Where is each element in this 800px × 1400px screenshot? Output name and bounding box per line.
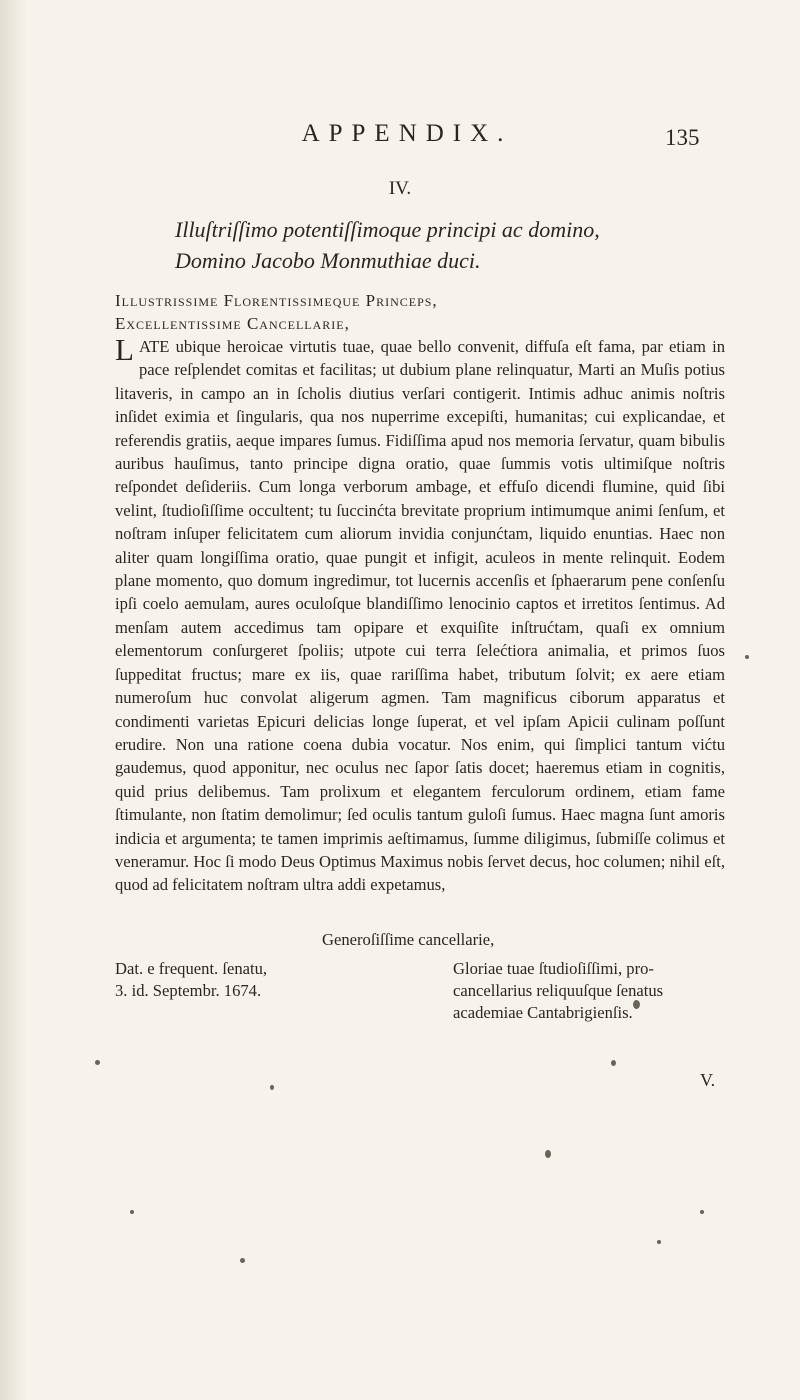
date-line-1: Dat. e frequent. ſenatu, <box>115 959 268 978</box>
paper-speck <box>130 1210 134 1214</box>
valediction: Generoſiſſime cancellarie, <box>322 930 495 949</box>
signature-block <box>453 958 663 1024</box>
date-block <box>115 958 267 1002</box>
dedication-line-1: Illuſtriſſimo potentiſſimoque principi ac domino, <box>175 217 600 242</box>
drop-capital: L <box>115 332 134 367</box>
date-line-2: 3. id. Septembr. 1674. <box>115 981 262 1000</box>
paper-speck <box>611 1060 616 1066</box>
letter-body <box>115 332 725 897</box>
paper-speck <box>545 1150 551 1158</box>
signature-line-3: academiae Cantabrigienſis. <box>453 1003 633 1022</box>
paper-speck <box>633 1000 640 1009</box>
salutation <box>115 289 715 335</box>
dedication-heading <box>175 214 730 276</box>
paper-speck <box>745 655 749 659</box>
signature-line-2: cancellarius reliquuſque ſenatus <box>453 981 664 1000</box>
paper-speck <box>270 1085 274 1090</box>
dedication-line-2: Domino Jacobo Monmuthiae duci. <box>175 248 481 273</box>
catchword: V. <box>700 1070 716 1090</box>
signature-line-1: Gloriae tuae ſtudioſiſſimi, pro- <box>453 959 654 978</box>
paper-speck <box>700 1210 704 1214</box>
section-number: IV. <box>388 178 412 199</box>
letter-text: ATE ubique heroicae virtutis tuae, quae bello convenit, diffuſa eſt fama, par etiam in pace reſplendet comitas et facilitas; ut dubium plane relinquatur, Marti an Muſis potius litaveris, in campo an in ſcholis diutius verſari contigerit. Intimis adhuc animis noſtris inſidet eximia et ſingularis, qua nos nuperrime excepiſti, humanitas; cui explicandae, et referendis gratiis, aeque impares ſumus. Fidiſſima apud nos memoria ſervatur, quam bibulis auribus hauſimus, tanto principe digna oratio, quae ſummis votis ultimiſque noſtris reſpondet deſideriis. Cum longa verborum ambage, et effuſo dicendi flumine, quid ſibi velint, ſtudioſiſſime occultent; tu ſuccinćta brevitate proprium intimumque animi ſenſum, et noſtram inſuper felicitatem cum aliorum invidia conjunćtam, liquido enuntias. Haec non aliter quam longiſſima oratio, quae pungit et infigit, aculeos in mente relinquit. Eodem plane momento, quo domum ingredimur, tot lucernis accenſis et ſphaerarum pene conſenſu ipſi coelo aemulam, aures oculoſque blandiſſimo lenocinio captos et irretitos ſentimus. Ad menſam autem accedimus tam opipare et exquiſite inſtrućtam, quaſi ex omnium elementorum conſurgeret ſpoliis; utpote cui terra ſelećtiora animalia, et primos ſuos ſuppeditat fructus; mare ex iis, quae rariſſima habet, tributum ſolvit; ex aere etiam numeroſum huc convolat aligerum agmen. Tam magnificus ciborum apparatus et condimenti varietas Epicuri delicias longe ſuperat, et vel ipſam Apicii culinam poſſunt erudire. Non una ratione coena dubia vocatur. Nos enim, qui ſimplici tantum vićtu gaudemus, quod apponitur, nec oculus nec ſapor ſatis docet; haeremus etiam in cognitis, quid prius delibemus. Tam prolixum et elegantem ferculorum ordinem, etiam fame ſtimulante, non ſtatim demolimur; ſed oculis tantum guloſi ſumus. Haec magna ſunt amoris indicia et argumenta; te tamen imprimis aeſtimamus, ſumme diligimus, ſubmiſſe colimus et veneramur. Hoc ſi modo Deus Optimus Maximus nobis ſervet decus, hoc columen; nihil eſt, quod ad felicitatem noſtram ultra addi expetamus, <box>115 337 725 895</box>
salutation-line-1: Illustrissime Florentissimeque Princeps, <box>115 291 438 310</box>
paper-speck <box>95 1060 100 1065</box>
running-head: APPENDIX. <box>301 120 513 147</box>
paper-speck <box>657 1240 661 1244</box>
paper-speck <box>240 1258 245 1263</box>
page-gutter-shadow <box>0 0 28 1400</box>
salutation-line-2: Excellentissime Cancellarie, <box>115 314 350 333</box>
page-number: 135 <box>665 125 700 150</box>
